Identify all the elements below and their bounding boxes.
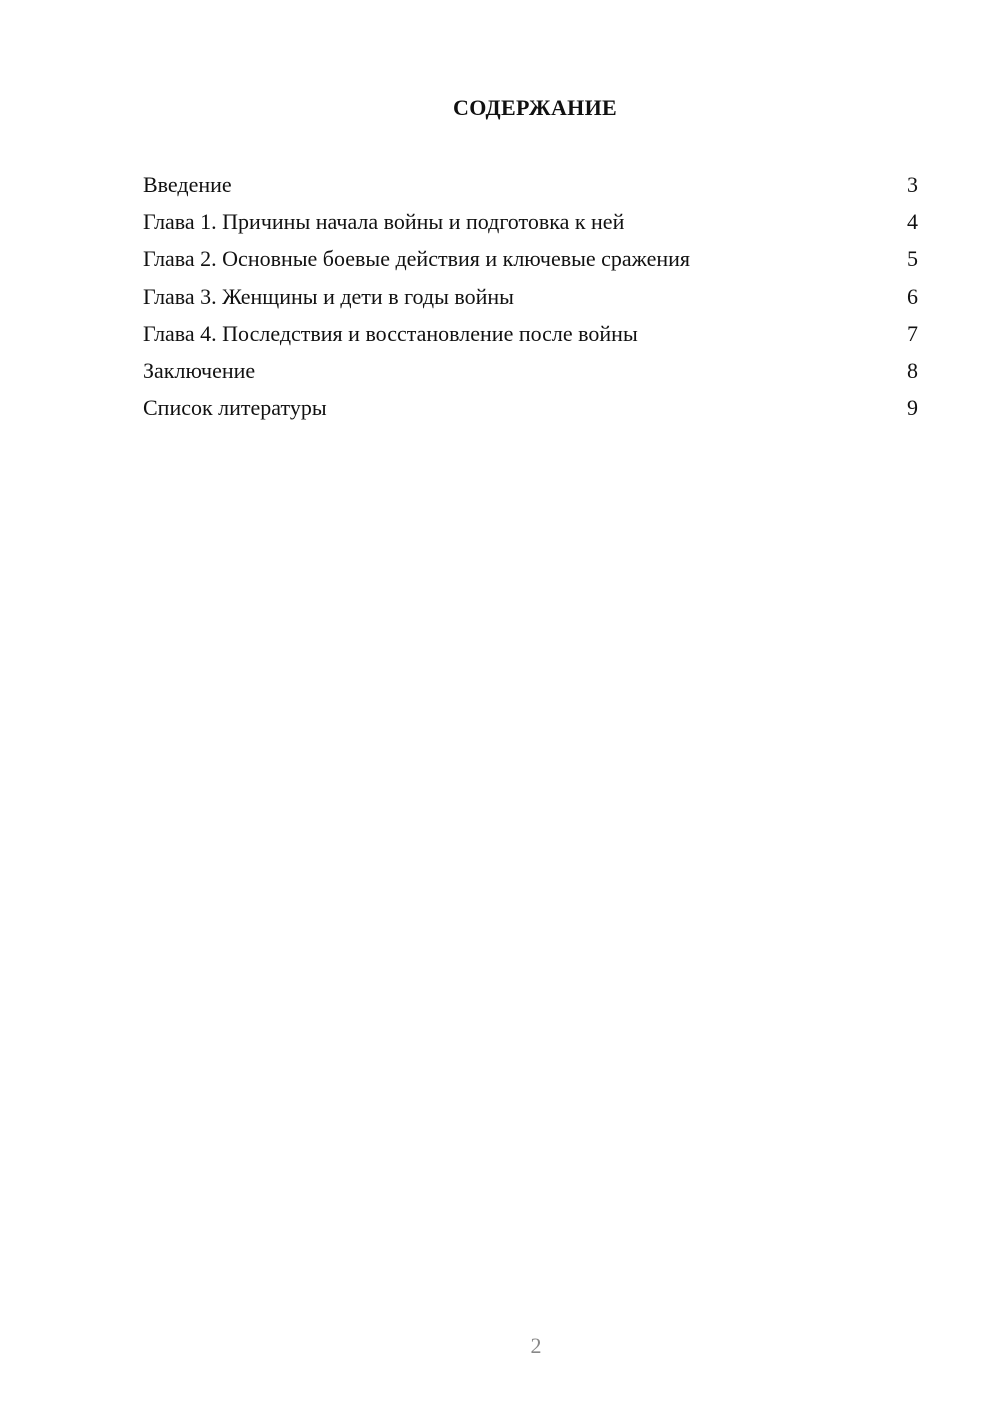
toc-entry-page-number: 4 (907, 209, 918, 235)
toc-entry-chapter-1 (143, 207, 920, 244)
toc-entry-page-number: 3 (907, 172, 918, 197)
toc-entry-introduction (143, 170, 920, 207)
toc-entry-bibliography (143, 393, 920, 430)
toc-entry-title: Глава 1. Причины начала войны и подготовка к ней (143, 209, 625, 235)
toc-entry-page-number: 8 (907, 357, 918, 383)
page-number: 2 (530, 1333, 542, 1358)
table-of-contents (143, 170, 920, 430)
toc-entry-title: Список литературы (143, 395, 327, 421)
toc-entry-title: Глава 2. Основные боевые действия и ключевые сражения (143, 246, 691, 272)
toc-entry-title: Глава 3. Женщины и дети в годы войны (143, 283, 514, 309)
toc-entry-chapter-4 (143, 319, 920, 356)
toc-entry-page-number: 9 (907, 395, 918, 421)
toc-entry-title: Глава 4. Последствия и восстановление после войны (143, 320, 638, 346)
toc-entry-page-number: 7 (907, 320, 918, 346)
toc-entry-title: Введение (143, 172, 232, 197)
toc-entry-chapter-2 (143, 244, 920, 281)
toc-entry-conclusion (143, 356, 920, 393)
toc-entry-page-number: 5 (907, 246, 918, 272)
toc-heading: СОДЕРЖАНИЕ (453, 95, 617, 120)
toc-entry-page-number: 6 (907, 283, 918, 309)
toc-entry-chapter-3 (143, 282, 920, 319)
toc-entry-title: Заключение (143, 357, 256, 383)
